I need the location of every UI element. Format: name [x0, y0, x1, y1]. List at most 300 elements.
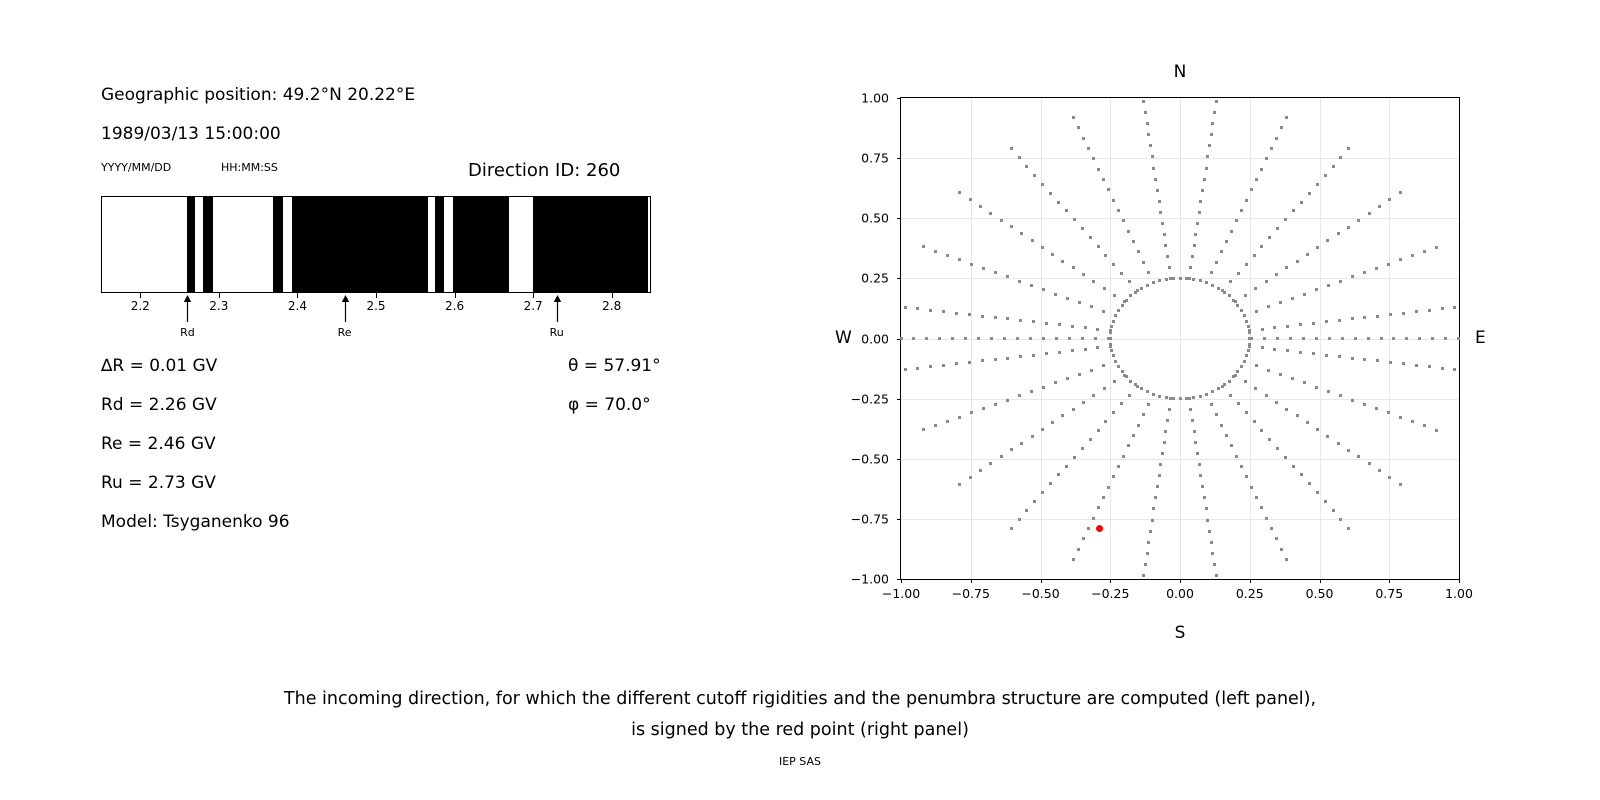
direction-marker	[1029, 337, 1032, 340]
x-tick-label: 1.00	[1445, 586, 1473, 601]
direction-marker	[1025, 509, 1028, 512]
direction-marker	[1415, 364, 1418, 367]
direction-marker	[1286, 349, 1289, 352]
x-tick-mark	[1459, 579, 1460, 583]
direction-marker	[1010, 527, 1013, 530]
direction-marker	[1049, 192, 1052, 195]
direction-marker	[1117, 309, 1120, 312]
direction-marker	[1245, 475, 1248, 478]
direction-marker	[1146, 284, 1149, 287]
direction-marker	[1117, 465, 1120, 468]
direction-marker	[1154, 178, 1157, 181]
direction-marker	[1018, 156, 1021, 159]
direction-marker	[1279, 373, 1282, 376]
direction-marker	[916, 367, 919, 370]
horizontal-gridline	[901, 459, 1459, 460]
direction-marker	[1254, 387, 1257, 390]
direction-marker	[1055, 337, 1058, 340]
re-value: Re = 2.46 GV	[101, 434, 216, 454]
direction-marker	[1275, 137, 1278, 140]
phi-value: φ = 70.0°	[568, 395, 651, 415]
direction-marker	[1228, 380, 1231, 383]
direction-marker	[1127, 444, 1130, 447]
direction-marker	[1260, 506, 1263, 509]
direction-marker	[1201, 485, 1204, 488]
direction-marker	[1199, 395, 1202, 398]
direction-marker	[1375, 407, 1378, 410]
direction-marker	[1117, 365, 1120, 368]
direction-marker	[1156, 189, 1159, 192]
direction-marker	[1071, 349, 1074, 352]
direction-marker	[1109, 331, 1112, 334]
direction-marker	[1308, 482, 1311, 485]
direction-marker	[1405, 337, 1408, 340]
direction-marker	[1045, 352, 1048, 355]
direction-marker	[1103, 387, 1106, 390]
direction-marker	[1213, 563, 1216, 566]
direction-marker	[1066, 297, 1069, 300]
direction-marker	[1205, 167, 1208, 170]
x-tick-mark	[140, 293, 141, 298]
cutoff-annotation-label: Ru	[549, 326, 564, 339]
x-tick-mark	[455, 293, 456, 298]
direction-marker	[1194, 441, 1197, 444]
direction-marker	[1122, 219, 1125, 222]
direction-marker	[1132, 434, 1135, 437]
direction-marker	[1117, 209, 1120, 212]
direction-marker	[1082, 273, 1085, 276]
direction-marker	[1031, 239, 1034, 242]
direction-marker	[958, 258, 961, 261]
direction-marker	[1303, 381, 1306, 384]
direction-marker	[1159, 211, 1162, 214]
direction-marker	[1147, 541, 1150, 544]
direction-marker	[1315, 386, 1318, 389]
direction-marker	[1066, 377, 1069, 380]
x-tick-label: 0.25	[1235, 586, 1264, 601]
direction-marker	[1235, 219, 1238, 222]
direction-marker	[1270, 527, 1273, 530]
direction-marker	[1102, 496, 1105, 499]
direction-marker	[1054, 293, 1057, 296]
direction-marker	[1078, 301, 1081, 304]
direction-marker	[1325, 354, 1328, 357]
direction-marker	[1245, 320, 1248, 323]
direction-marker	[1102, 364, 1105, 367]
direction-marker	[1102, 310, 1105, 313]
direction-marker	[1285, 558, 1288, 561]
direction-marker	[1032, 320, 1035, 323]
direction-marker	[1084, 326, 1087, 329]
direction-marker	[1363, 403, 1366, 406]
direction-marker	[990, 337, 993, 340]
direction-marker	[1411, 254, 1414, 257]
direction-marker	[1228, 294, 1231, 297]
direction-marker	[1165, 396, 1168, 399]
direction-marker	[1025, 165, 1028, 168]
direction-marker	[1215, 413, 1218, 416]
direction-marker	[1191, 255, 1194, 258]
y-tick-label: 0.75	[861, 150, 889, 166]
direction-marker	[1097, 245, 1100, 248]
direction-marker	[1339, 280, 1342, 283]
direction-marker	[1270, 147, 1273, 150]
direction-marker	[1146, 552, 1149, 555]
direction-marker	[1097, 429, 1100, 432]
direction-marker	[1065, 209, 1068, 212]
compass-label-south: S	[1174, 623, 1186, 643]
direction-marker	[1082, 401, 1085, 404]
direction-marker	[951, 337, 954, 340]
direction-marker	[1125, 375, 1128, 378]
direction-marker	[1260, 245, 1263, 248]
direction-marker	[1073, 456, 1076, 459]
caption-line-1: The incoming direction, for which the different cutoff rigidities and the penumbra structure are computed (left panel),	[283, 689, 1317, 709]
direction-marker	[1121, 370, 1124, 373]
direction-marker	[900, 337, 903, 340]
direction-marker	[1163, 233, 1166, 236]
direction-marker	[1402, 312, 1405, 315]
direction-marker	[1104, 254, 1107, 257]
x-tick-label: −0.75	[951, 586, 990, 601]
direction-marker	[1128, 280, 1131, 283]
direction-marker	[1087, 527, 1090, 530]
direction-marker	[1205, 281, 1208, 284]
direction-marker	[1018, 280, 1021, 283]
direction-marker	[1051, 421, 1054, 424]
direction-marker	[1240, 309, 1243, 312]
direction-marker	[1255, 178, 1258, 181]
x-tick-label: 0.75	[1375, 586, 1404, 601]
direction-marker	[1152, 393, 1155, 396]
direction-marker	[1042, 288, 1045, 291]
direction-marker	[1248, 331, 1251, 334]
direction-marker	[1237, 402, 1240, 405]
direction-marker	[1196, 452, 1199, 455]
direction-marker	[1255, 364, 1258, 367]
direction-marker	[1211, 122, 1214, 125]
direction-marker	[1265, 517, 1268, 520]
direction-marker	[1203, 178, 1206, 181]
direction-marker	[1006, 317, 1009, 320]
direction-marker	[1399, 483, 1402, 486]
direction-marker	[1255, 310, 1258, 313]
direction-marker	[979, 469, 982, 472]
direction-marker	[1291, 377, 1294, 380]
direction-marker	[1072, 266, 1075, 269]
direction-marker	[1164, 244, 1167, 247]
direction-marker	[1164, 430, 1167, 433]
direction-marker	[1072, 558, 1075, 561]
direction-marker	[1376, 359, 1379, 362]
direction-marker	[1285, 408, 1288, 411]
direction-marker	[1211, 552, 1214, 555]
time-format-hint: HH:MM:SS	[221, 161, 278, 174]
direction-marker	[1276, 447, 1279, 450]
direction-marker	[1225, 240, 1228, 243]
horizontal-gridline	[901, 519, 1459, 520]
compass-label-north: N	[1173, 62, 1187, 82]
direction-marker	[1378, 205, 1381, 208]
direction-marker	[1107, 337, 1110, 340]
direction-marker	[1300, 473, 1303, 476]
direction-marker	[1147, 133, 1150, 136]
direction-marker	[1144, 111, 1147, 114]
up-arrow-icon	[182, 293, 193, 323]
direction-marker	[1229, 394, 1232, 397]
penumbra-forbidden-band	[435, 197, 444, 292]
direction-marker	[1146, 122, 1149, 125]
direction-marker	[1089, 438, 1092, 441]
direction-marker	[1347, 527, 1350, 530]
direction-id-text: Direction ID: 260	[468, 160, 621, 181]
direction-marker	[1418, 337, 1421, 340]
direction-marker	[1441, 367, 1444, 370]
direction-marker	[1444, 337, 1447, 340]
direction-marker	[1054, 381, 1057, 384]
direction-marker	[1199, 200, 1202, 203]
direction-marker	[1215, 261, 1218, 264]
direction-marker	[1096, 346, 1099, 349]
y-tick-mark	[897, 278, 901, 279]
direction-marker	[1220, 250, 1223, 253]
direction-marker	[1328, 337, 1331, 340]
direction-marker	[1392, 337, 1395, 340]
direction-marker	[1327, 284, 1330, 287]
direction-marker	[1267, 369, 1270, 372]
direction-marker	[1453, 306, 1456, 309]
x-tick-mark	[297, 293, 298, 298]
direction-marker	[1230, 444, 1233, 447]
direction-marker	[1253, 420, 1256, 423]
direction-marker	[1351, 357, 1354, 360]
direction-marker	[1010, 448, 1013, 451]
direction-marker	[1428, 309, 1431, 312]
y-tick-label: 1.00	[861, 90, 889, 106]
direction-marker	[1140, 387, 1143, 390]
direction-marker	[977, 337, 980, 340]
x-tick-label: 0.00	[1166, 586, 1194, 601]
left-panel	[0, 0, 700, 660]
direction-marker	[1388, 198, 1391, 201]
direction-marker	[1240, 365, 1243, 368]
direction-marker	[1276, 227, 1279, 230]
direction-marker	[1332, 509, 1335, 512]
direction-marker	[934, 250, 937, 253]
direction-marker	[1120, 272, 1123, 275]
direction-marker	[955, 312, 958, 315]
direction-marker	[1324, 174, 1327, 177]
direction-marker	[969, 476, 972, 479]
direction-marker	[989, 212, 992, 215]
x-tick-mark	[376, 293, 377, 298]
direction-marker	[1159, 463, 1162, 466]
direction-marker	[994, 316, 997, 319]
direction-marker	[1179, 397, 1182, 400]
direction-marker	[1051, 253, 1054, 256]
direction-marker	[1104, 420, 1107, 423]
footer-credit: IEP SAS	[778, 755, 822, 768]
direction-marker	[1337, 442, 1340, 445]
direction-marker	[1089, 236, 1092, 239]
direction-marker	[1236, 370, 1239, 373]
direction-marker	[912, 337, 915, 340]
direction-marker	[1389, 361, 1392, 364]
direction-marker	[1339, 518, 1342, 521]
direction-marker	[1166, 255, 1169, 258]
direction-marker	[1289, 337, 1292, 340]
penumbra-band	[101, 196, 651, 293]
y-tick-label: 0.50	[861, 210, 889, 226]
direction-marker	[989, 462, 992, 465]
direction-marker	[1268, 236, 1271, 239]
direction-marker	[1217, 287, 1220, 290]
direction-marker	[1354, 337, 1357, 340]
direction-marker	[1300, 201, 1303, 204]
direction-marker	[1255, 496, 1258, 499]
penumbra-forbidden-band	[453, 197, 509, 292]
direction-marker	[1193, 430, 1196, 433]
direction-marker	[1058, 351, 1061, 354]
direction-marker	[1428, 365, 1431, 368]
y-tick-label: −1.00	[850, 571, 889, 587]
direction-marker	[1192, 396, 1195, 399]
direction-marker	[1151, 155, 1154, 158]
direction-marker	[1194, 233, 1197, 236]
direction-marker	[1229, 280, 1232, 283]
direction-marker	[1423, 250, 1426, 253]
direction-marker	[1149, 144, 1152, 147]
x-tick-mark	[1180, 579, 1181, 583]
direction-marker	[1092, 394, 1095, 397]
direction-marker	[1071, 325, 1074, 328]
direction-marker	[1280, 126, 1283, 129]
penumbra-axis	[101, 293, 651, 353]
direction-marker	[1261, 346, 1264, 349]
direction-marker	[1166, 419, 1169, 422]
x-tick-mark	[901, 579, 902, 583]
direction-marker	[1357, 219, 1360, 222]
direction-marker	[1250, 188, 1253, 191]
direction-marker	[1122, 455, 1125, 458]
direction-marker	[1125, 299, 1128, 302]
direction-marker	[1110, 349, 1113, 352]
direction-marker	[1112, 411, 1115, 414]
direction-marker	[1338, 319, 1341, 322]
direction-marker	[1152, 507, 1155, 510]
direction-marker	[1265, 394, 1268, 397]
direction-marker	[1357, 455, 1360, 458]
direction-marker	[1215, 574, 1218, 577]
direction-marker	[1389, 313, 1392, 316]
direction-marker	[1299, 351, 1302, 354]
direction-marker	[1315, 288, 1318, 291]
direction-marker	[1077, 126, 1080, 129]
direction-marker	[1158, 395, 1161, 398]
direction-marker	[1147, 271, 1150, 274]
penumbra-forbidden-band	[273, 197, 283, 292]
direction-marker	[1179, 277, 1182, 280]
direction-marker	[1142, 261, 1145, 264]
direction-marker	[1120, 402, 1123, 405]
direction-marker	[1151, 519, 1154, 522]
direction-marker	[1097, 168, 1100, 171]
direction-marker	[929, 309, 932, 312]
direction-marker	[1220, 424, 1223, 427]
direction-marker	[1018, 518, 1021, 521]
direction-marker	[934, 424, 937, 427]
direction-marker	[1020, 442, 1023, 445]
direction-marker	[1316, 246, 1319, 249]
direction-marker	[1306, 253, 1309, 256]
direction-marker	[1121, 304, 1124, 307]
direction-marker	[1172, 277, 1175, 280]
direction-marker	[916, 307, 919, 310]
y-tick-mark	[897, 98, 901, 99]
direction-marker	[1280, 548, 1283, 551]
compass-label-west: W	[835, 328, 852, 348]
direction-marker	[1423, 424, 1426, 427]
y-tick-label: 0.25	[861, 270, 889, 286]
direction-marker	[1163, 441, 1166, 444]
direction-marker	[946, 254, 949, 257]
direction-marker	[1232, 299, 1235, 302]
direction-marker	[1243, 314, 1246, 317]
direction-marker	[1112, 320, 1115, 323]
direction-marker	[1109, 343, 1112, 346]
direction-marker	[1387, 263, 1390, 266]
direction-marker	[1254, 287, 1257, 290]
direction-marker	[1245, 263, 1248, 266]
direction-marker	[1203, 496, 1206, 499]
direction-marker	[1284, 456, 1287, 459]
direction-marker	[1243, 360, 1246, 363]
direction-marker	[1347, 226, 1350, 229]
direction-marker	[1261, 328, 1264, 331]
direction-marker	[1081, 447, 1084, 450]
direction-marker	[1129, 294, 1132, 297]
direction-marker	[1127, 230, 1130, 233]
direction-marker	[1244, 380, 1247, 383]
direction-marker	[1337, 232, 1340, 235]
direction-marker	[1367, 337, 1370, 340]
y-tick-mark	[897, 579, 901, 580]
direction-marker	[1137, 424, 1140, 427]
direction-marker	[1253, 254, 1256, 257]
direction-marker	[1185, 397, 1188, 400]
direction-marker	[1000, 219, 1003, 222]
y-tick-mark	[897, 459, 901, 460]
direction-marker	[1103, 287, 1106, 290]
direction-marker	[1285, 116, 1288, 119]
direction-marker	[981, 315, 984, 318]
direction-marker	[1316, 183, 1319, 186]
direction-marker	[1090, 369, 1093, 372]
direction-marker	[1247, 325, 1250, 328]
up-arrow-icon	[340, 293, 351, 323]
direction-marker	[1057, 201, 1060, 204]
direction-marker	[1351, 275, 1354, 278]
direction-marker	[1082, 137, 1085, 140]
x-tick-label: 2.8	[602, 299, 622, 313]
direction-marker	[1030, 284, 1033, 287]
y-tick-label: 0.00	[861, 331, 889, 346]
direction-marker	[1210, 541, 1213, 544]
direction-marker	[1057, 473, 1060, 476]
direction-marker	[1092, 280, 1095, 283]
horizontal-gridline	[901, 158, 1459, 159]
direction-marker	[1411, 420, 1414, 423]
